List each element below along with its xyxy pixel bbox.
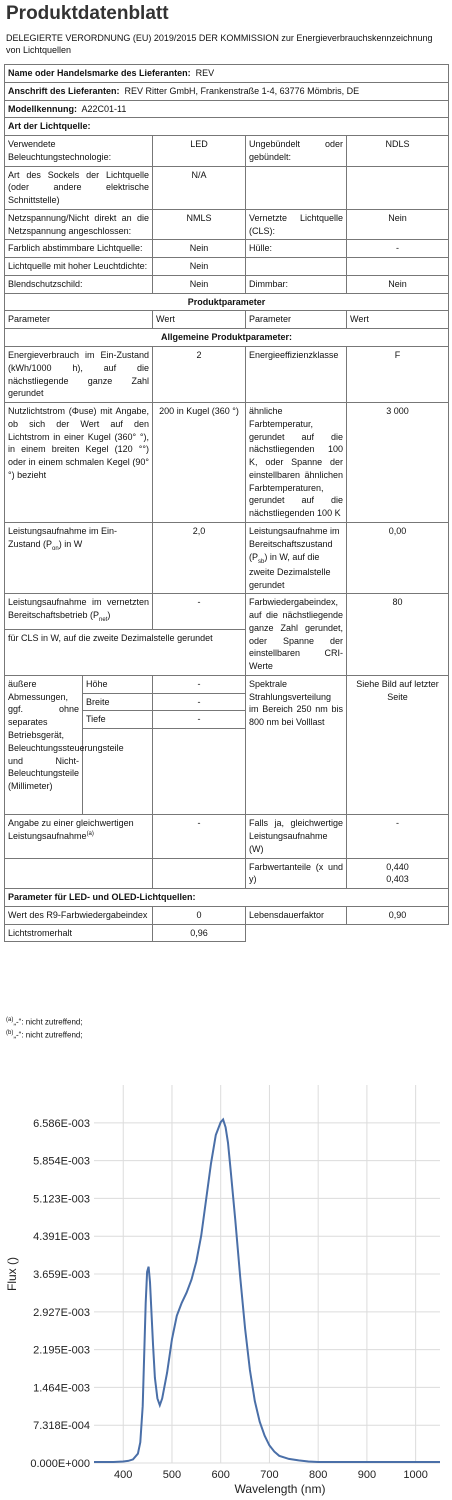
equiv-value: - xyxy=(153,815,246,858)
cls-label: Vernetzte Lichtquelle (CLS): xyxy=(246,209,347,240)
footnote-b xyxy=(6,1029,83,1042)
pnet-value: - xyxy=(153,594,246,630)
lumen-maintenance-label: Lichtstromerhalt xyxy=(5,924,153,942)
cri-value: 80 xyxy=(347,594,449,676)
equiv-label-text: Angabe zu einer gleichwertigen Leistungsaufnahme xyxy=(8,818,134,841)
energy-label: Energieverbrauch im Ein-Zustand (kWh/1000 h), auf die nächstliegende ganze Zahl gerundet xyxy=(5,347,153,403)
pnet-continuation: für CLS in W, auf die zweite Dezimalstelle gerundet xyxy=(5,629,246,675)
width-value: - xyxy=(153,693,246,711)
equiv-sup: (a) xyxy=(86,831,94,837)
energy-value: 2 xyxy=(153,347,246,403)
energy-class-label: Energieeffizienzklasse xyxy=(246,347,347,403)
footnote-b-mark: (b) xyxy=(6,1030,14,1037)
depth-value: - xyxy=(153,711,246,729)
psb-label xyxy=(246,522,347,593)
params-title: Produktparameter xyxy=(5,293,449,311)
flux-value: 200 in Kugel (360 °) xyxy=(153,403,246,523)
pon-label-text: Leistungsaufnahme im Ein-Zustand (P xyxy=(8,525,118,549)
x-tick-label: 900 xyxy=(357,1469,377,1481)
y-tick-label: 5.854E-003 xyxy=(33,1155,90,1168)
survival-value: 0,90 xyxy=(347,906,449,924)
x-axis-label: Wavelength (nm) xyxy=(234,1482,326,1496)
empty-cell xyxy=(246,166,347,209)
model-label: Modellkennung: xyxy=(8,103,77,114)
psb-label-unit: ) in W, auf die zweite Dezimalstelle gerundet xyxy=(249,551,331,590)
model-value: A22C01-11 xyxy=(81,103,127,114)
model-row xyxy=(5,100,449,118)
chroma-x: 0,440 xyxy=(386,861,409,872)
anti-glare-label: Blendschutzschild: xyxy=(5,275,153,293)
directional-label: Ungebündelt oder gebündelt: xyxy=(246,136,347,167)
col-param-header: Parameter xyxy=(5,311,153,329)
col-value-header: Wert xyxy=(153,311,246,329)
spectrum-value: Siehe Bild auf letzter Seite xyxy=(347,675,449,814)
cap-type-value: N/A xyxy=(153,166,246,209)
x-tick-label: 700 xyxy=(260,1469,279,1481)
spectrum-label: Spektrale Strahlungsverteilung im Bereich 250 nm bis 800 nm bei Volllast xyxy=(246,675,347,814)
equiv-label xyxy=(5,815,153,858)
col-value-header-2: Wert xyxy=(347,311,449,329)
psb-sub: sb xyxy=(258,558,265,565)
general-params-title: Allgemeine Produktparameter: xyxy=(5,329,449,347)
empty-cell xyxy=(153,858,246,889)
y-axis-label: Flux () xyxy=(5,1257,19,1291)
high-luminance-label: Lichtquelle mit hoher Leuchtdichte: xyxy=(5,258,153,276)
spectrum-chart xyxy=(0,1085,452,1500)
high-luminance-value: Nein xyxy=(153,258,246,276)
dimensions-label: äußere Abmessungen, ggf. ohne separates Betriebsgerät, Beleuchtungssteuerungsteile und Nicht-Beleuchtungsteile (Millimeter) xyxy=(5,675,83,814)
dimmable-value: Nein xyxy=(347,275,449,293)
supplier-name-row xyxy=(5,65,449,83)
x-tick-label: 800 xyxy=(308,1469,328,1481)
empty-cell xyxy=(5,858,153,889)
y-tick-label: 7.318E-004 xyxy=(33,1420,90,1433)
y-tick-label: 1.464E-003 xyxy=(33,1382,90,1395)
anti-glare-value: Nein xyxy=(153,275,246,293)
equiv-power-value: - xyxy=(347,815,449,858)
page-title: Produktdatenblatt xyxy=(6,3,169,24)
spectrum-series-line xyxy=(94,1120,440,1463)
supplier-name-value: REV xyxy=(195,68,215,78)
footnote-a xyxy=(6,1016,83,1029)
width-label: Breite xyxy=(83,693,153,711)
energy-class-value: F xyxy=(347,347,449,403)
cri-label: Farbwiedergabeindex, auf die nächstliegende ganze Zahl gerundet, oder Spanne der einstellbaren CRI-Werte xyxy=(246,594,347,676)
supplier-address-label: Anschrift des Lieferanten: xyxy=(8,85,120,96)
empty-cell xyxy=(347,258,449,276)
pnet-sub: net xyxy=(99,616,108,623)
height-label: Höhe xyxy=(83,675,153,693)
r9-label: Wert des R9-Farbwiedergabeindex xyxy=(5,906,153,924)
x-tick-label: 600 xyxy=(211,1469,230,1481)
footnote-b-text: „-“: nicht zutreffend; xyxy=(13,1031,83,1041)
equiv-power-label: Falls ja, gleichwertige Leistungsaufnahme (W) xyxy=(246,815,347,858)
type-section-title: Art der Lichtquelle: xyxy=(5,118,449,136)
pon-label xyxy=(5,522,153,593)
pnet-label xyxy=(5,594,153,630)
lumen-maintenance-value: 0,96 xyxy=(153,924,246,942)
psb-value: 0,00 xyxy=(347,522,449,593)
led-params-title: Parameter für LED- und OLED-Lichtquellen: xyxy=(5,889,449,907)
chromaticity-label: Farbwertanteile (x und y) xyxy=(246,858,347,889)
footnote-a-mark: (a) xyxy=(6,1017,14,1023)
footnotes xyxy=(6,1016,83,1043)
chart-grid xyxy=(94,1085,440,1463)
empty-cell xyxy=(153,729,246,815)
empty-cell xyxy=(347,166,449,209)
directional-value: NDLS xyxy=(347,136,449,167)
x-tick-label: 400 xyxy=(114,1469,133,1481)
cct-value: 3 000 xyxy=(347,403,449,523)
pon-sub: on xyxy=(52,545,59,552)
technology-value: LED xyxy=(153,136,246,167)
chromaticity-value xyxy=(347,858,449,889)
psb-label-text: Leistungsaufnahme im Bereitschaftszustand (P xyxy=(249,525,340,562)
pon-label-unit: ) in W xyxy=(58,538,83,549)
cls-value: Nein xyxy=(347,209,449,240)
mains-value: NMLS xyxy=(153,209,246,240)
dimmable-label: Dimmbar: xyxy=(246,275,347,293)
supplier-name-label: Name oder Handelsmarke des Lieferanten: xyxy=(8,68,191,78)
y-tick-label: 4.391E-003 xyxy=(33,1231,90,1244)
footnote-a-text: „-“: nicht zutreffend; xyxy=(13,1017,83,1027)
y-tick-label: 2.927E-003 xyxy=(33,1306,90,1319)
product-data-table xyxy=(4,64,449,942)
empty-cell xyxy=(246,258,347,276)
y-tick-label: 2.195E-003 xyxy=(33,1344,90,1357)
col-param-header-2: Parameter xyxy=(246,311,347,329)
empty-cell xyxy=(246,924,347,942)
height-value: - xyxy=(153,675,246,693)
x-tick-labels xyxy=(114,1469,428,1481)
y-tick-labels xyxy=(30,1118,90,1470)
supplier-address-row xyxy=(5,82,449,100)
y-tick-label: 3.659E-003 xyxy=(33,1269,90,1282)
empty-cell xyxy=(347,924,449,942)
empty-cell xyxy=(83,729,153,815)
y-tick-label: 5.123E-003 xyxy=(33,1193,90,1206)
pon-value: 2,0 xyxy=(153,522,246,593)
r9-value: 0 xyxy=(153,906,246,924)
y-tick-label: 6.586E-003 xyxy=(33,1117,90,1130)
pnet-label-end: ) xyxy=(107,610,111,621)
supplier-address-value: REV Ritter GmbH, Frankenstraße 1-4, 63776 Mömbris, DE xyxy=(124,85,360,96)
chroma-y: 0,403 xyxy=(386,874,409,885)
pnet-label-text: Leistungsaufnahme im vernetzten Bereitschaftsbetrieb (P xyxy=(8,597,149,621)
mains-label: Netzspannung/Nicht direkt an die Netzspannung angeschlossen: xyxy=(5,209,153,240)
survival-label: Lebensdauerfaktor xyxy=(246,906,347,924)
subtitle: DELEGIERTE VERORDNUNG (EU) 2019/2015 DER KOMMISSION zur Energieverbrauchskennzeichnung von Lichtquellen xyxy=(6,33,433,55)
envelope-label: Hülle: xyxy=(246,240,347,258)
flux-label: Nutzlichtstrom (Φuse) mit Angabe, ob sich der Wert auf den Lichtstrom in einer Kugel (360° °), in einem breiten Kegel (120 °°) oder in einem schmalen Kegel (90° °) bezieht xyxy=(5,403,153,523)
x-tick-label: 500 xyxy=(162,1469,182,1481)
depth-label: Tiefe xyxy=(83,711,153,729)
envelope-value: - xyxy=(347,240,449,258)
cap-type-label: Art des Sockels der Lichtquelle (oder andere elektrische Schnittstelle) xyxy=(5,166,153,209)
tunable-value: Nein xyxy=(153,240,246,258)
tunable-label: Farblich abstimmbare Lichtquelle: xyxy=(5,240,153,258)
technology-label: Verwendete Beleuchtungstechnologie: xyxy=(5,136,153,167)
cct-label: ähnliche Farbtemperatur, gerundet auf die nächstliegenden 100 K, oder Spanne der einstellbaren ähnlichen Farbtemperaturen, gerundet auf die nächstliegenden 100 K xyxy=(246,403,347,523)
x-tick-label: 1000 xyxy=(403,1469,428,1481)
y-tick-label: 0.000E+000 xyxy=(30,1458,90,1470)
